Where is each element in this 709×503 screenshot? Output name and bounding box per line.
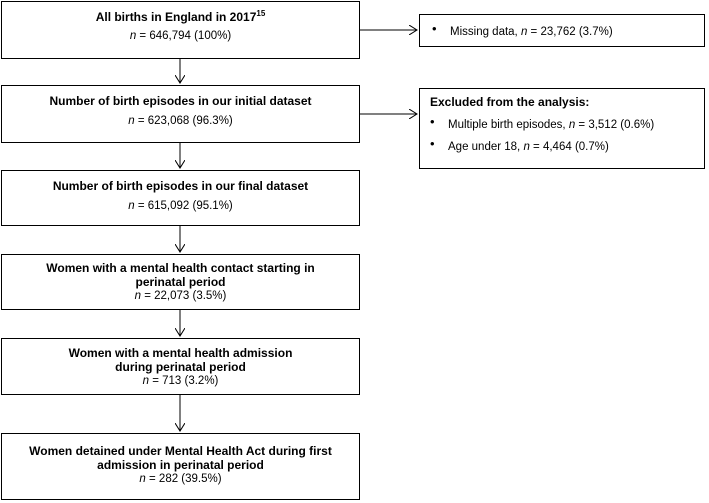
flow-box-all-births bbox=[1, 1, 360, 59]
excluded-item: • Age under 18, n = 4,464 (0.7%) bbox=[430, 136, 609, 153]
box-title: Number of birth episodes in our final dataset bbox=[52, 179, 309, 193]
flow-box-final-dataset bbox=[1, 170, 360, 226]
flow-box-mh-admission bbox=[1, 338, 360, 395]
citation-superscript: 15 bbox=[256, 9, 266, 18]
box-title: Women detained under Mental Health Act during first admission in perinatal period bbox=[29, 444, 332, 472]
side-box-excluded bbox=[419, 88, 705, 169]
box-title: Women with a mental health admission during perinatal period bbox=[68, 346, 293, 374]
flow-box-mha-detained bbox=[1, 433, 360, 500]
box-title: Women with a mental health contact starting in perinatal period bbox=[46, 261, 315, 289]
bullet-icon: • bbox=[430, 136, 435, 151]
box-title: All births in England in 2017$^{15}$ bbox=[95, 9, 266, 24]
missing-data-item: • Missing data, n = 23,762 (3.7%) bbox=[432, 21, 613, 38]
box-stat: n = 22,073 (3.5%) bbox=[134, 290, 227, 302]
side-box-missing-data bbox=[419, 14, 705, 47]
bullet-icon: • bbox=[430, 114, 435, 129]
flow-box-mh-contact bbox=[1, 254, 360, 310]
flow-box-initial-dataset bbox=[1, 85, 360, 143]
box-stat: n = 615,092 (95.1%) bbox=[128, 200, 233, 212]
bullet-icon: • bbox=[432, 21, 437, 36]
box-stat: n = 646,794 (100%) bbox=[129, 30, 232, 42]
box-title: Number of birth episodes in our initial dataset bbox=[49, 94, 312, 108]
excluded-title: Excluded from the analysis: bbox=[430, 95, 590, 109]
box-stat: n = 713 (3.2%) bbox=[142, 375, 219, 387]
box-stat: n = 282 (39.5%) bbox=[139, 473, 222, 485]
box-stat: n = 623,068 (96.3%) bbox=[128, 115, 233, 127]
excluded-item: • Multiple birth episodes, n = 3,512 (0.6%) bbox=[430, 114, 655, 131]
